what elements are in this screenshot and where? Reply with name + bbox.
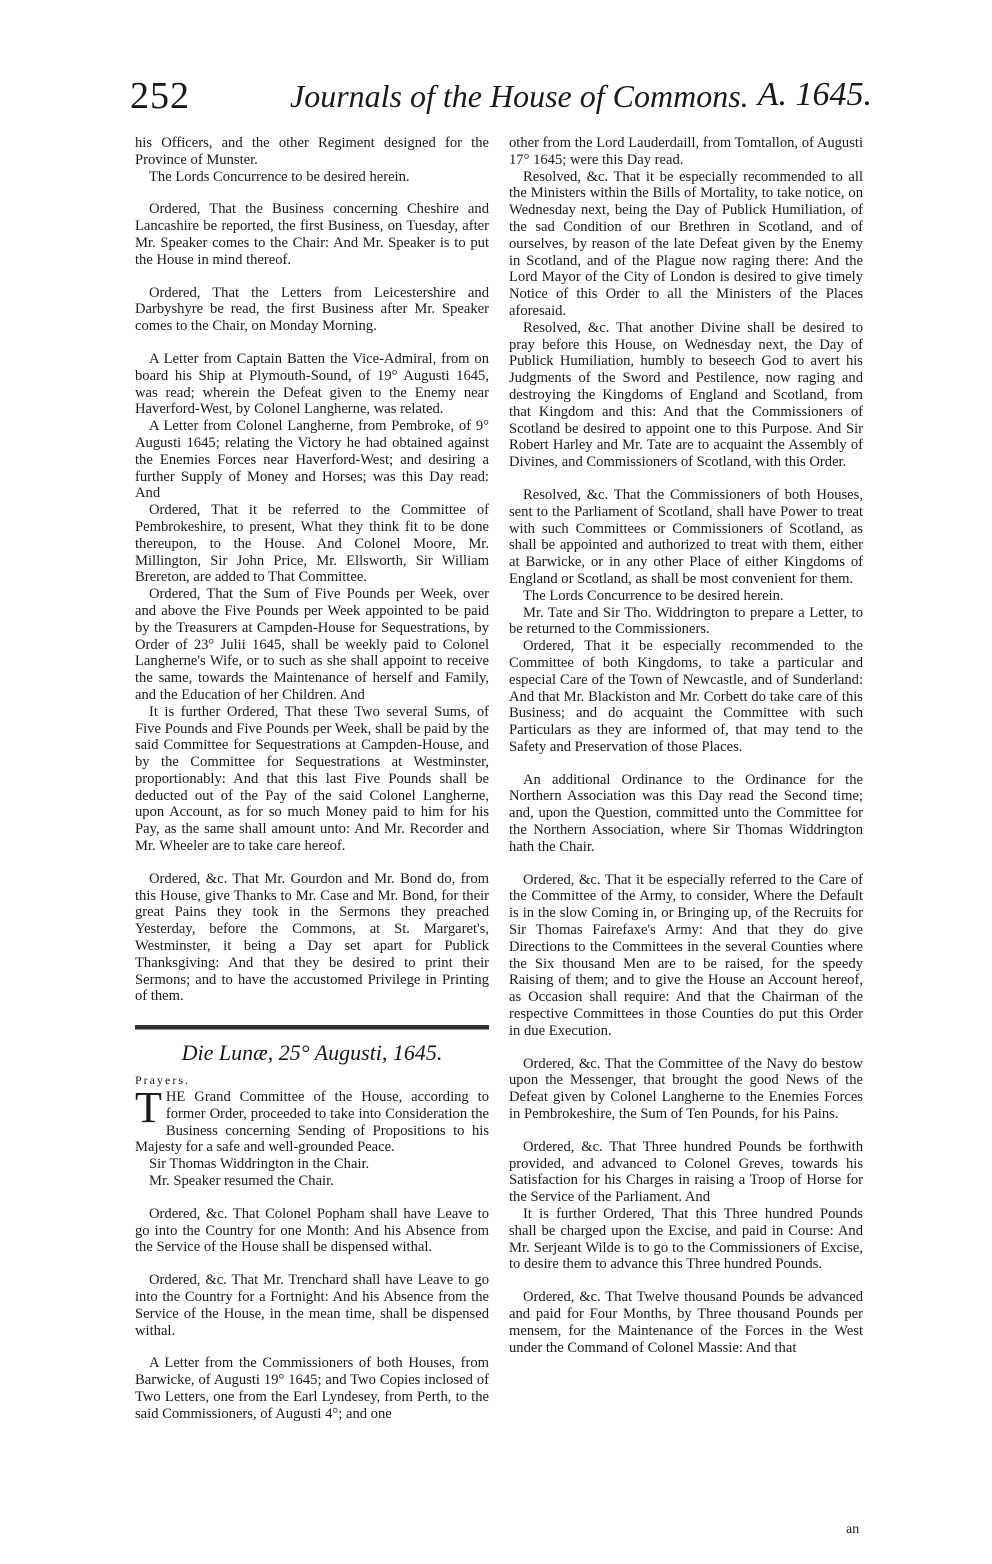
year-heading: A. 1645.: [757, 76, 872, 113]
paragraph: A Letter from Colonel Langherne, from Pembroke, of 9° Augusti 1645; relating the Victory he had obtained against the Enemies Forces near Haverford-West; and desiring a further Supply of Money and Horses; was this Day read: And: [135, 418, 489, 502]
paragraph: Sir Thomas Widdrington in the Chair.: [149, 1156, 370, 1173]
paragraph: other from the Lord Lauderdaill, from Tomtallon, of Augusti 17° 1645; were this Day read.: [509, 135, 863, 168]
left-column: [135, 135, 489, 1423]
paragraph: Ordered, That the Business concerning Cheshire and Lancashire be reported, the first Business, on Tuesday, after Mr. Speaker comes to the Chair: And Mr. Speaker is to put the House in mind thereof.: [135, 201, 489, 268]
paragraph: Mr. Tate and Sir Tho. Widdrington to prepare a Letter, to be returned to the Commissioners.: [509, 604, 863, 638]
prayers-label: Prayers.: [135, 1073, 190, 1088]
paragraph: A Letter from Captain Batten the Vice-Admiral, from on board his Ship at Plymouth-Sound, of 19° Augusti 1645, was read; wherein the Defeat given to the Enemy near Haverford-West, by Colonel Langherne, was related.: [135, 350, 489, 418]
paragraph: Ordered, &c. That Mr. Trenchard shall have Leave to go into the Country for a Fortnight: And his Absence from the Service of the House, in the mean time, shall be dispensed withal.: [135, 1272, 489, 1339]
paragraph: Resolved, &c. That it be especially recommended to all the Ministers within the Bills of Mortality, to take notice, on Wednesday next, being the Day of Publick Humiliation, of the sad Condition of our Brethren in Scotland, and of ourselves, by reason of the late Defeat given by the Enemy in Scotland, and of the Plague now raging there: And the Lord Mayor of the City of London is desired to give timely Notice of this Order to all the Ministers of the Places aforesaid.: [509, 168, 863, 319]
paragraph: Ordered, &c. That Colonel Popham shall have Leave to go into the Country for one Month: And his Absence from the Service of the House shall be dispensed withal.: [135, 1205, 489, 1256]
paragraph: Ordered, &c. That the Committee of the Navy do bestow upon the Messenger, that brought the good News of the Defeat given by Colonel Langherne to the Enemies Forces in Pembrokeshire, the Sum of Ten Pounds, for his Pains.: [509, 1055, 863, 1123]
paragraph: Mr. Speaker resumed the Chair.: [149, 1173, 334, 1190]
drop-cap: T: [135, 1083, 162, 1133]
page-header: [130, 74, 872, 130]
paragraph: Resolved, &c. That another Divine shall be desired to pray before this House, on Wednesday next, the Day of Publick Humiliation, humbly to beseech God to avert his Judgments of the Sword and Pestilence, now raging and destroying the Kingdoms of England and Scotland, from that Kingdom and this: And that the Commissioners of Scotland be desired to appoint one to this Purpose. And Sir Robert Harley and Mr. Tate are to acquaint the Assembly of Divines, and Commissioners of Scotland, with this Order.: [509, 319, 863, 471]
paragraph: An additional Ordinance to the Ordinance for the Northern Association was this Day read the Second time; and, upon the Question, committed unto the Committee for the Northern Association, where Sir Thomas Widdrington hath the Chair.: [509, 771, 863, 855]
page-number: 252: [130, 75, 190, 117]
paragraph-text: HE Grand Committee of the House, according to former Order, proceeded to take into Consideration the Business concerning Sending of Propositions to his Majesty for a safe and well-grounded Peace.: [135, 1089, 489, 1156]
catchword: an: [846, 1522, 860, 1537]
right-column: [509, 135, 863, 1356]
paragraph: Ordered, &c. That Mr. Gourdon and Mr. Bond do, from this House, give Thanks to Mr. Case and Mr. Bond, for their great Pains they took in the Sermons they preached Yesterday, before the Commons, at St. Margaret's, Westminster, it being a Day set apart for Publick Thanksgiving: And that they be desired to print their Sermons; and to have the accustomed Privilege in Printing of them.: [135, 870, 489, 1005]
section-divider: [135, 1025, 489, 1030]
day-heading: Die Lunæ, 25° Augusti, 1645.: [181, 1040, 443, 1066]
paragraph: It is further Ordered, That this Three hundred Pounds shall be charged upon the Excise, and paid in Course: And Mr. Serjeant Wilde is to go to the Commissioners of Excise, to desire them to advance this Three hundred Pounds.: [509, 1206, 863, 1273]
paragraph: The Lords Concurrence to be desired herein.: [149, 168, 410, 185]
paragraph: Ordered, That the Sum of Five Pounds per Week, over and above the Five Pounds per Week appointed to be paid by the Treasurers at Campden-House for Sequestrations, by Order of 23° Julii 1645, shall be weekly paid to Colonel Langherne's Wife, or to such as she shall appoint to receive the same, towards the Maintenance of herself and Family, and the Education of her Children. And: [135, 586, 489, 703]
paragraph: Ordered, That it be especially recommended to the Committee of both Kingdoms, to take a particular and especial Care of the Town of Newcastle, and of Sunderland: And that Mr. Blackiston and Mr. Corbett do take care of this Business; and do acquaint the Committee with such Particulars as they are informed of, that may tend to the Safety and Preservation of those Places.: [509, 638, 863, 755]
paragraph: It is further Ordered, That these Two several Sums, of Five Pounds and Five Pounds per Week, shall be paid by the said Committee for Sequestrations at Campden-House, and by the Committee for Sequestrations at Westminster, proportionably: And that this last Five Pounds shall be deducted out of the Pay of the said Colonel Langherne, upon Account, as for so much Money paid to him for his Pay, as the same shall amount unto: And Mr. Recorder and Mr. Wheeler are to take care hereof.: [135, 703, 489, 855]
paragraph: Ordered, That it be referred to the Committee of Pembrokeshire, to present, What they think fit to be done thereupon, to the House. And Colonel Moore, Mr. Millington, Sir John Price, Mr. Ellsworth, Sir William Brereton, are added to That Committee.: [135, 502, 489, 586]
paragraph: Resolved, &c. That the Commissioners of both Houses, sent to the Parliament of Scotland, shall have Power to treat with such Committees or Commissioners of Scotland, as shall be appointed and authorized to treat with them, either at Barwicke, or in any other Place of either Kingdoms of England or Scotland, as shall be most convenient for them.: [509, 486, 863, 587]
running-title: Journals of the House of Commons.: [290, 78, 749, 114]
paragraph: Ordered, &c. That Three hundred Pounds be forthwith provided, and advanced to Colonel Greves, towards his Satisfaction for his Charges in raising a Troop of Horse for the Service of the Parliament. And: [509, 1138, 863, 1206]
paragraph: [135, 1083, 489, 1156]
paragraph: The Lords Concurrence to be desired herein.: [523, 587, 784, 604]
paragraph: Ordered, &c. That Twelve thousand Pounds be advanced and paid for Four Months, by Three thousand Pounds per mensem, for the Maintenance of the Forces in the West under the Command of Colonel Massie: And that: [509, 1289, 863, 1356]
paragraph: Ordered, That the Letters from Leicestershire and Darbyshyre be read, the first Business after Mr. Speaker comes to the Chair, on Monday Morning.: [135, 284, 489, 335]
paragraph: his Officers, and the other Regiment designed for the Province of Munster.: [135, 135, 489, 168]
paragraph: Ordered, &c. That it be especially referred to the Care of the Committee of the Army, to consider, Where the Default is in the slow Coming in, or Bringing up, of the Recruits for Sir Thomas Fairefaxe's Army: And that they do give Directions to the Committees in the several Counties where the Six thousand Men are to be raised, for the speedy Raising of them; and to give the House an Account hereof, as Occasion shall require: And that the Chairman of the respective Committees in those Counties do put this Order in due Execution.: [509, 871, 863, 1039]
paragraph: A Letter from the Commissioners of both Houses, from Barwicke, of Augusti 19° 1645; and Two Copies inclosed of Two Letters, one from the Earl Lyndesey, from Perth, to the said Commissioners, of Augusti 4°; and one: [135, 1355, 489, 1422]
